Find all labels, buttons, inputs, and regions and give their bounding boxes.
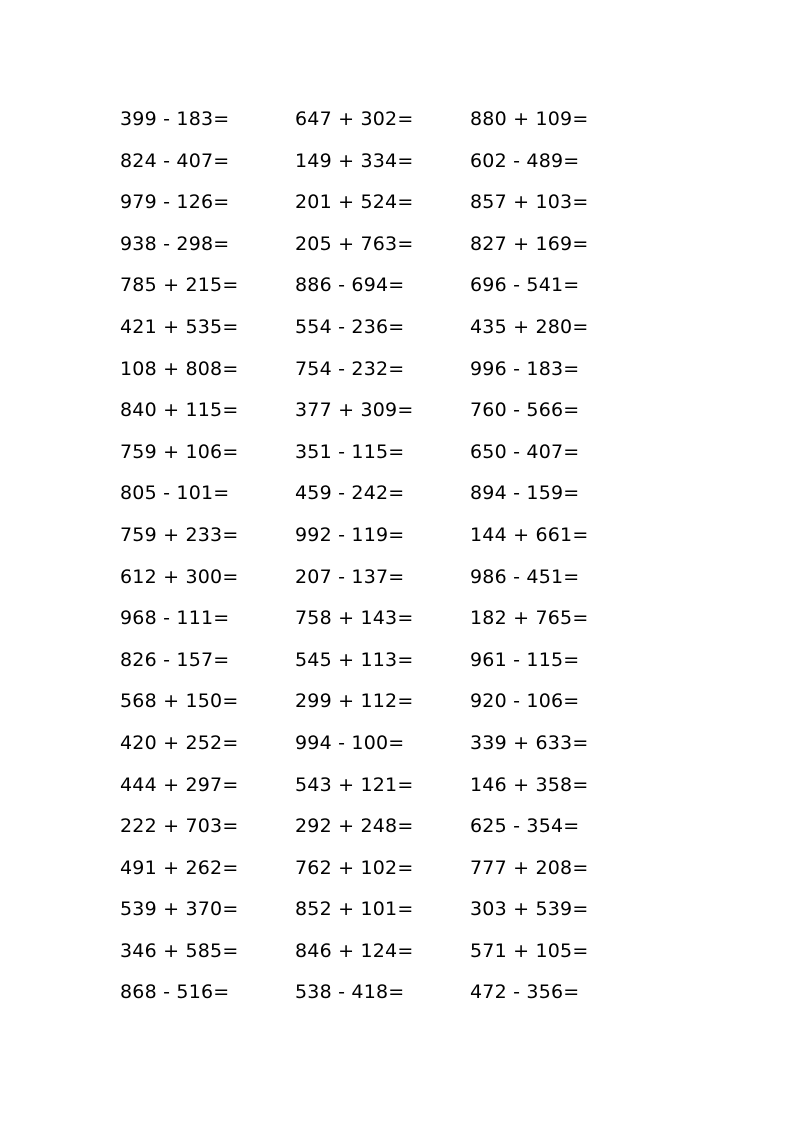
- math-problem: 938 - 298=: [120, 232, 230, 255]
- math-problem: 435 + 280=: [470, 315, 589, 338]
- math-problem: 777 + 208=: [470, 856, 589, 879]
- math-problem: 759 + 106=: [120, 440, 239, 463]
- math-problem: 472 - 356=: [470, 981, 580, 1004]
- math-problem: 339 + 633=: [470, 731, 589, 754]
- math-problem: 149 + 334=: [295, 149, 414, 172]
- math-problem: 880 + 109=: [470, 108, 589, 130]
- math-problem: 696 - 541=: [470, 274, 580, 297]
- math-problem: 420 + 252=: [120, 731, 239, 754]
- math-problem: 351 - 115=: [295, 440, 405, 463]
- math-problem: 545 + 113=: [295, 648, 414, 671]
- math-problem: 754 - 232=: [295, 357, 405, 380]
- math-problem: 805 - 101=: [120, 482, 230, 505]
- math-problem: 827 + 169=: [470, 232, 589, 255]
- math-problem: 625 - 354=: [470, 815, 580, 838]
- math-problem: 568 + 150=: [120, 690, 239, 713]
- math-problem: 994 - 100=: [295, 731, 405, 754]
- math-problem: 377 + 309=: [295, 399, 414, 422]
- math-problem: 961 - 115=: [470, 648, 580, 671]
- math-problem: 146 + 358=: [470, 773, 589, 796]
- math-problem: 299 + 112=: [295, 690, 414, 713]
- math-problem: 182 + 765=: [470, 607, 589, 630]
- math-problem: 758 + 143=: [295, 607, 414, 630]
- math-problem: 886 - 694=: [295, 274, 405, 297]
- math-problem: 996 - 183=: [470, 357, 580, 380]
- math-problem: 538 - 418=: [295, 981, 405, 1004]
- math-problem: 205 + 763=: [295, 232, 414, 255]
- math-problem: 346 + 585=: [120, 939, 239, 962]
- math-problem: 554 - 236=: [295, 315, 405, 338]
- math-problem: 207 - 137=: [295, 565, 405, 588]
- math-problem: 201 + 524=: [295, 191, 414, 214]
- math-problem: 846 + 124=: [295, 939, 414, 962]
- math-problem: 399 - 183=: [120, 108, 230, 130]
- math-problem: 852 + 101=: [295, 898, 414, 921]
- math-problem: 826 - 157=: [120, 648, 230, 671]
- math-problem: 612 + 300=: [120, 565, 239, 588]
- math-problem: 992 - 119=: [295, 523, 405, 546]
- math-problem: 144 + 661=: [470, 523, 589, 546]
- math-problem: 108 + 808=: [120, 357, 239, 380]
- math-problem: 968 - 111=: [120, 607, 230, 630]
- math-problem: 785 + 215=: [120, 274, 239, 297]
- math-problem: 292 + 248=: [295, 815, 414, 838]
- math-problem: 920 - 106=: [470, 690, 580, 713]
- math-problem: 986 - 451=: [470, 565, 580, 588]
- math-problem: 222 + 703=: [120, 815, 239, 838]
- math-problem: 303 + 539=: [470, 898, 589, 921]
- math-problem: 759 + 233=: [120, 523, 239, 546]
- math-problem: 647 + 302=: [295, 108, 414, 130]
- math-problem: 857 + 103=: [470, 191, 589, 214]
- math-problem: 762 + 102=: [295, 856, 414, 879]
- math-problem: 602 - 489=: [470, 149, 580, 172]
- math-problem: 760 - 566=: [470, 399, 580, 422]
- math-problem: 650 - 407=: [470, 440, 580, 463]
- math-problem: 824 - 407=: [120, 149, 230, 172]
- math-problem: 421 + 535=: [120, 315, 239, 338]
- math-problem: 840 + 115=: [120, 399, 239, 422]
- problem-grid: [120, 105, 680, 1020]
- math-problem: 543 + 121=: [295, 773, 414, 796]
- math-problem: 491 + 262=: [120, 856, 239, 879]
- math-problem: 868 - 516=: [120, 981, 230, 1004]
- math-problem: 979 - 126=: [120, 191, 230, 214]
- math-problem: 459 - 242=: [295, 482, 405, 505]
- math-problem: 571 + 105=: [470, 939, 589, 962]
- math-problem: 894 - 159=: [470, 482, 580, 505]
- math-problem: 539 + 370=: [120, 898, 239, 921]
- math-problem: 444 + 297=: [120, 773, 239, 796]
